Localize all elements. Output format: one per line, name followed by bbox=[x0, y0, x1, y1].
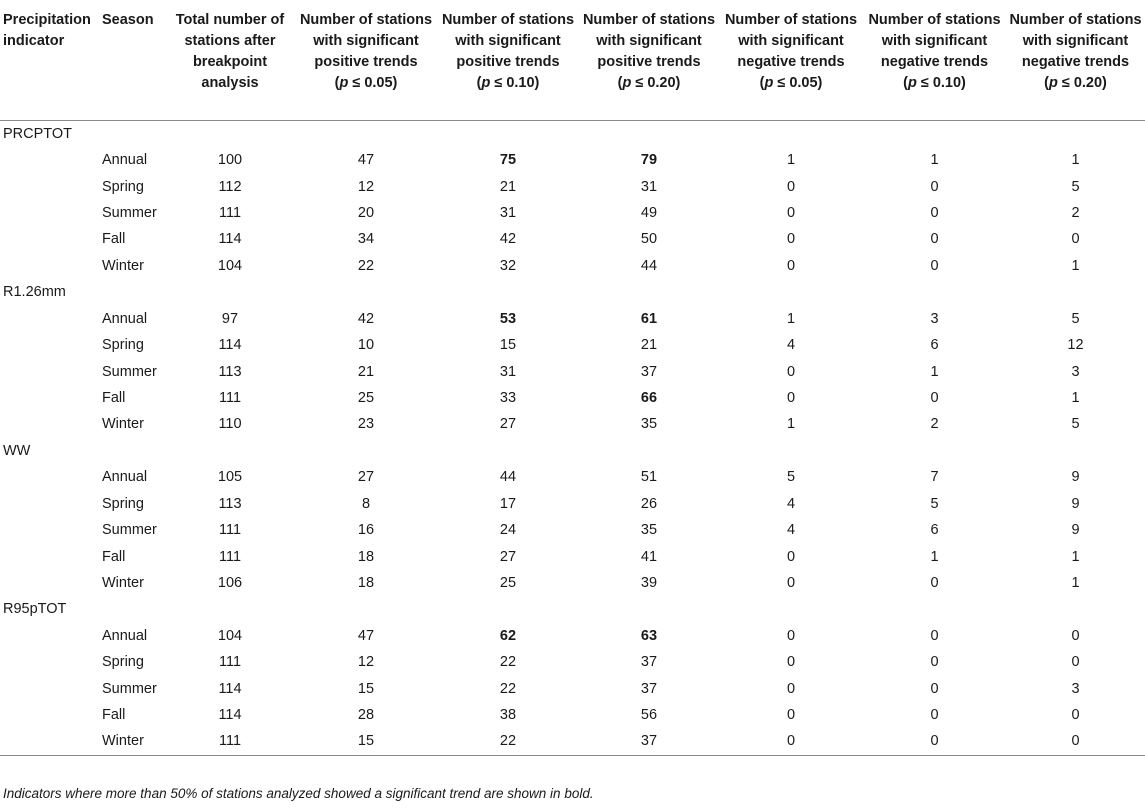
value-cell-total: 111 bbox=[218, 522, 242, 539]
value-cell-pos05: 47 bbox=[357, 627, 375, 644]
table-row bbox=[0, 517, 1145, 543]
table-row bbox=[0, 411, 1145, 437]
value-cell-neg10: 0 bbox=[930, 707, 939, 724]
header-p-symbol: p bbox=[481, 75, 491, 91]
value-cell-neg10: 0 bbox=[930, 574, 939, 591]
value-cell-neg10: 0 bbox=[930, 205, 939, 222]
value-cell-neg20: 1 bbox=[1071, 548, 1080, 565]
indent-cell bbox=[0, 253, 99, 279]
table-row bbox=[0, 306, 1145, 332]
season-cell: Spring bbox=[102, 337, 144, 354]
value-cell-pos05: 20 bbox=[357, 205, 375, 222]
value-cell-neg10: 5 bbox=[930, 495, 939, 512]
table-row bbox=[0, 226, 1145, 252]
value-cell-pos20: 56 bbox=[640, 707, 658, 724]
value-cell-pos05: 16 bbox=[357, 522, 375, 539]
value-cell-neg05: 1 bbox=[786, 152, 796, 169]
indicator-group-row bbox=[0, 279, 1145, 306]
value-cell-neg10: 0 bbox=[930, 654, 939, 671]
indicator-name: PRCPTOT bbox=[3, 125, 73, 142]
table-row bbox=[0, 464, 1145, 490]
value-cell-neg20: 9 bbox=[1071, 469, 1080, 486]
indent-cell bbox=[0, 147, 99, 173]
value-cell-neg05: 4 bbox=[786, 495, 796, 512]
season-cell: Annual bbox=[102, 469, 148, 486]
value-cell-pos05: 27 bbox=[357, 469, 375, 486]
value-cell-pos05: 15 bbox=[357, 680, 375, 697]
value-cell-pos20: 37 bbox=[640, 363, 658, 380]
value-cell-neg05: 0 bbox=[786, 680, 796, 697]
indent-cell bbox=[0, 649, 99, 675]
indent-cell bbox=[0, 728, 99, 755]
table-row bbox=[0, 702, 1145, 728]
season-cell: Annual bbox=[102, 152, 148, 169]
value-cell-neg20: 9 bbox=[1071, 495, 1080, 512]
value-cell-pos05: 42 bbox=[357, 310, 375, 327]
value-cell-total: 114 bbox=[218, 680, 242, 697]
table-row bbox=[0, 358, 1145, 384]
value-cell-pos20: 21 bbox=[640, 337, 658, 354]
value-cell-neg20: 3 bbox=[1071, 680, 1080, 697]
value-cell-pos20: 63 bbox=[640, 627, 658, 644]
header-p-threshold: ≤ 0.20) bbox=[1057, 75, 1107, 91]
indent-cell bbox=[0, 200, 99, 226]
season-cell: Fall bbox=[102, 707, 126, 724]
header-p-threshold: ≤ 0.05) bbox=[348, 75, 398, 91]
value-cell-total: 104 bbox=[217, 257, 243, 274]
season-cell: Summer bbox=[102, 363, 157, 380]
indicator-group-row bbox=[0, 596, 1145, 623]
value-cell-pos20: 31 bbox=[640, 178, 658, 195]
indent-cell bbox=[0, 173, 99, 199]
value-cell-pos10: 25 bbox=[499, 574, 517, 591]
value-cell-pos10: 17 bbox=[499, 495, 517, 512]
header-trend-label: Number of stations with significant positive trends bbox=[441, 12, 575, 70]
season-cell: Fall bbox=[102, 548, 126, 565]
value-cell-neg05: 0 bbox=[786, 707, 796, 724]
value-cell-total: 114 bbox=[218, 231, 242, 248]
value-cell-neg10: 0 bbox=[930, 178, 939, 195]
header-trend-column bbox=[295, 0, 437, 120]
value-cell-neg10: 3 bbox=[930, 310, 939, 327]
header-total: Total number of stations after breakpoint analysis bbox=[165, 0, 295, 120]
value-cell-pos05: 21 bbox=[357, 363, 375, 380]
season-cell: Winter bbox=[102, 416, 144, 433]
value-cell-total: 111 bbox=[218, 390, 242, 406]
value-cell-neg10: 7 bbox=[930, 469, 939, 486]
value-cell-total: 111 bbox=[218, 654, 242, 671]
indent-cell bbox=[0, 411, 99, 437]
value-cell-neg10: 1 bbox=[930, 363, 939, 380]
value-cell-pos20: 26 bbox=[640, 495, 658, 512]
table-row bbox=[0, 491, 1145, 517]
value-cell-neg05: 1 bbox=[786, 416, 796, 433]
value-cell-neg10: 6 bbox=[930, 522, 939, 539]
value-cell-total: 97 bbox=[221, 310, 239, 327]
indicator-name: WW bbox=[3, 442, 31, 459]
value-cell-neg10: 2 bbox=[930, 416, 939, 433]
indicator-name: R1.26mm bbox=[3, 284, 66, 301]
value-cell-total: 113 bbox=[218, 495, 242, 512]
header-paren: ( bbox=[1044, 75, 1049, 91]
table-row bbox=[0, 253, 1145, 279]
value-cell-pos05: 12 bbox=[357, 654, 375, 671]
value-cell-pos10: 33 bbox=[499, 390, 517, 406]
header-paren: ( bbox=[903, 75, 908, 91]
value-cell-neg05: 4 bbox=[786, 337, 796, 354]
table-row bbox=[0, 332, 1145, 358]
value-cell-total: 111 bbox=[218, 548, 242, 565]
value-cell-pos05: 18 bbox=[357, 548, 375, 565]
header-row bbox=[0, 0, 1145, 120]
value-cell-total: 112 bbox=[218, 178, 242, 195]
value-cell-neg10: 1 bbox=[930, 152, 939, 169]
value-cell-pos10: 22 bbox=[499, 654, 517, 671]
indent-cell bbox=[0, 623, 99, 649]
indent-cell bbox=[0, 226, 99, 252]
header-p-threshold: ≤ 0.10) bbox=[916, 75, 966, 91]
header-paren: ( bbox=[334, 75, 340, 91]
header-trend-label: Number of stations with significant positive trends bbox=[299, 12, 433, 70]
value-cell-pos20: 35 bbox=[640, 522, 658, 539]
header-trend-column bbox=[437, 0, 579, 120]
season-cell: Fall bbox=[102, 231, 126, 248]
value-cell-neg05: 0 bbox=[786, 574, 796, 591]
value-cell-total: 113 bbox=[218, 363, 242, 380]
value-cell-total: 110 bbox=[218, 416, 242, 433]
table-row bbox=[0, 543, 1145, 569]
value-cell-pos10: 31 bbox=[499, 363, 517, 380]
value-cell-pos10: 53 bbox=[499, 310, 517, 327]
value-cell-neg05: 0 bbox=[719, 728, 863, 755]
value-cell-pos05: 28 bbox=[357, 707, 375, 724]
value-cell-neg10: 0 bbox=[930, 680, 939, 697]
value-cell-total: 111 bbox=[218, 205, 242, 222]
value-cell-neg05: 0 bbox=[786, 654, 796, 671]
value-cell-pos05: 34 bbox=[357, 231, 375, 248]
value-cell-neg05: 0 bbox=[786, 390, 796, 406]
value-cell-neg05: 0 bbox=[786, 548, 796, 565]
header-trend-label: Number of stations with significant negative trends bbox=[1009, 12, 1142, 70]
value-cell-neg10: 0 bbox=[930, 257, 939, 274]
value-cell-pos20: 41 bbox=[640, 548, 658, 565]
value-cell-total: 100 bbox=[217, 152, 243, 169]
table-footnote: Indicators where more than 50% of stations analyzed showed a significant trend are shown in bold. bbox=[3, 786, 594, 801]
header-season: Season bbox=[99, 0, 165, 120]
indent-cell bbox=[0, 491, 99, 517]
indicator-group-row bbox=[0, 120, 1145, 147]
indicator-group-row bbox=[0, 438, 1145, 465]
value-cell-neg05: 0 bbox=[786, 257, 796, 274]
value-cell-pos05: 18 bbox=[357, 574, 375, 591]
season-cell: Spring bbox=[102, 495, 144, 512]
value-cell-neg20: 1 bbox=[1071, 152, 1080, 169]
season-cell: Summer bbox=[102, 522, 157, 539]
value-cell-neg05: 0 bbox=[786, 178, 796, 195]
season-cell: Summer bbox=[102, 680, 157, 697]
value-cell-neg20: 0 bbox=[1071, 627, 1080, 644]
value-cell-total: 104 bbox=[217, 627, 243, 644]
value-cell-pos20: 44 bbox=[640, 257, 658, 274]
table-row bbox=[0, 623, 1145, 649]
value-cell-neg20: 5 bbox=[1071, 310, 1080, 327]
value-cell-pos10: 38 bbox=[499, 707, 517, 724]
header-p-symbol: p bbox=[907, 75, 917, 91]
value-cell-neg10: 1 bbox=[930, 548, 939, 565]
table-header bbox=[0, 0, 1145, 120]
value-cell-total: 105 bbox=[217, 469, 243, 486]
value-cell-pos05: 12 bbox=[357, 178, 375, 195]
value-cell-pos20: 37 bbox=[640, 680, 658, 697]
table-row bbox=[0, 200, 1145, 226]
season-cell: Spring bbox=[102, 654, 144, 671]
value-cell-pos20: 49 bbox=[640, 205, 658, 222]
value-cell-pos10: 27 bbox=[499, 416, 517, 433]
season-cell: Winter bbox=[102, 257, 144, 274]
value-cell-total: 111 bbox=[165, 728, 295, 755]
value-cell-pos10: 22 bbox=[499, 680, 517, 697]
table-row bbox=[0, 570, 1145, 596]
value-cell-pos20: 66 bbox=[640, 390, 658, 406]
value-cell-neg20: 5 bbox=[1071, 178, 1080, 195]
indicator-name: R95pTOT bbox=[3, 601, 67, 618]
value-cell-pos10: 27 bbox=[499, 548, 517, 565]
value-cell-neg20: 1 bbox=[1071, 390, 1080, 406]
value-cell-neg20: 3 bbox=[1071, 363, 1080, 380]
header-trend-label: Number of stations with significant positive trends bbox=[582, 12, 716, 70]
value-cell-neg10: 0 bbox=[863, 728, 1006, 755]
value-cell-neg20: 0 bbox=[1071, 707, 1080, 724]
value-cell-pos10: 44 bbox=[499, 469, 517, 486]
value-cell-pos10: 62 bbox=[499, 627, 517, 644]
value-cell-neg10: 0 bbox=[930, 390, 939, 406]
header-p-symbol: p bbox=[764, 75, 774, 91]
value-cell-neg05: 0 bbox=[786, 627, 796, 644]
value-cell-neg20: 1 bbox=[1071, 257, 1080, 274]
header-trend-column bbox=[1006, 0, 1145, 120]
indent-cell bbox=[0, 306, 99, 332]
value-cell-neg05: 4 bbox=[786, 522, 796, 539]
value-cell-pos10: 21 bbox=[499, 178, 517, 195]
value-cell-neg05: 0 bbox=[786, 231, 796, 248]
value-cell-pos10: 75 bbox=[499, 152, 517, 169]
season-cell: Fall bbox=[102, 390, 126, 406]
value-cell-pos05: 10 bbox=[357, 337, 375, 354]
value-cell-neg20: 12 bbox=[1067, 337, 1084, 354]
value-cell-pos10: 42 bbox=[499, 231, 517, 248]
value-cell-pos20: 37 bbox=[640, 654, 658, 671]
header-trend-column bbox=[863, 0, 1006, 120]
table-row bbox=[0, 385, 1145, 411]
season-cell: Spring bbox=[102, 178, 144, 195]
value-cell-neg05: 0 bbox=[786, 363, 796, 380]
header-trend-column bbox=[579, 0, 719, 120]
value-cell-pos20: 39 bbox=[640, 574, 658, 591]
header-indicator: Precipitation indicator bbox=[0, 0, 99, 120]
value-cell-pos10: 32 bbox=[499, 257, 517, 274]
indent-cell bbox=[0, 358, 99, 384]
value-cell-pos05: 47 bbox=[357, 152, 375, 169]
indent-cell bbox=[0, 676, 99, 702]
season-cell: Annual bbox=[102, 627, 148, 644]
value-cell-neg20: 9 bbox=[1071, 522, 1080, 539]
value-cell-neg05: 1 bbox=[786, 310, 796, 327]
value-cell-pos05: 15 bbox=[295, 728, 437, 755]
value-cell-pos20: 51 bbox=[640, 469, 658, 486]
header-p-symbol: p bbox=[1048, 75, 1058, 91]
indent-cell bbox=[0, 385, 99, 411]
value-cell-pos20: 35 bbox=[640, 416, 658, 433]
value-cell-total: 114 bbox=[218, 337, 242, 354]
header-paren: ( bbox=[759, 75, 765, 91]
value-cell-pos05: 25 bbox=[357, 390, 375, 406]
indent-cell bbox=[0, 332, 99, 358]
header-p-threshold: ≤ 0.05) bbox=[773, 75, 823, 91]
table-row bbox=[0, 728, 1145, 755]
season-cell: Winter bbox=[102, 574, 144, 591]
header-trend-label: Number of stations with significant negative trends bbox=[868, 12, 1001, 70]
value-cell-total: 114 bbox=[218, 707, 242, 724]
value-cell-neg20: 5 bbox=[1071, 416, 1080, 433]
value-cell-neg20: 1 bbox=[1071, 574, 1080, 591]
header-trend-column bbox=[719, 0, 863, 120]
value-cell-pos10: 15 bbox=[499, 337, 517, 354]
value-cell-pos20: 37 bbox=[579, 728, 719, 755]
value-cell-neg10: 0 bbox=[930, 231, 939, 248]
season-cell: Winter bbox=[99, 728, 165, 755]
value-cell-neg20: 0 bbox=[1006, 728, 1145, 755]
header-p-symbol: p bbox=[339, 75, 349, 91]
indent-cell bbox=[0, 702, 99, 728]
value-cell-pos05: 22 bbox=[357, 257, 375, 274]
value-cell-pos20: 79 bbox=[640, 152, 658, 169]
value-cell-neg20: 0 bbox=[1071, 654, 1080, 671]
header-p-threshold: ≤ 0.10) bbox=[490, 75, 540, 91]
table-row bbox=[0, 173, 1145, 199]
indent-cell bbox=[0, 517, 99, 543]
season-cell: Summer bbox=[102, 205, 157, 222]
value-cell-pos10: 31 bbox=[499, 205, 517, 222]
value-cell-pos20: 50 bbox=[640, 231, 658, 248]
season-cell: Annual bbox=[102, 310, 148, 327]
value-cell-total: 106 bbox=[217, 574, 243, 591]
table-row bbox=[0, 676, 1145, 702]
header-trend-label: Number of stations with significant negative trends bbox=[724, 12, 858, 70]
value-cell-pos10: 24 bbox=[499, 522, 517, 539]
indent-cell bbox=[0, 464, 99, 490]
value-cell-neg05: 0 bbox=[786, 205, 796, 222]
indent-cell bbox=[0, 570, 99, 596]
value-cell-neg20: 0 bbox=[1071, 231, 1080, 248]
indent-cell bbox=[0, 543, 99, 569]
value-cell-pos20: 61 bbox=[640, 310, 658, 327]
value-cell-pos05: 23 bbox=[357, 416, 375, 433]
table-row bbox=[0, 147, 1145, 173]
value-cell-neg05: 5 bbox=[786, 469, 796, 486]
value-cell-neg10: 0 bbox=[930, 627, 939, 644]
value-cell-pos10: 22 bbox=[437, 728, 579, 755]
value-cell-pos05: 8 bbox=[361, 495, 371, 512]
table-row bbox=[0, 649, 1145, 675]
header-p-threshold: ≤ 0.20) bbox=[631, 75, 681, 91]
table-body bbox=[0, 120, 1145, 755]
header-p-symbol: p bbox=[622, 75, 632, 91]
value-cell-neg10: 6 bbox=[930, 337, 939, 354]
header-paren: ( bbox=[476, 75, 482, 91]
value-cell-neg20: 2 bbox=[1071, 205, 1080, 222]
header-paren: ( bbox=[617, 75, 623, 91]
